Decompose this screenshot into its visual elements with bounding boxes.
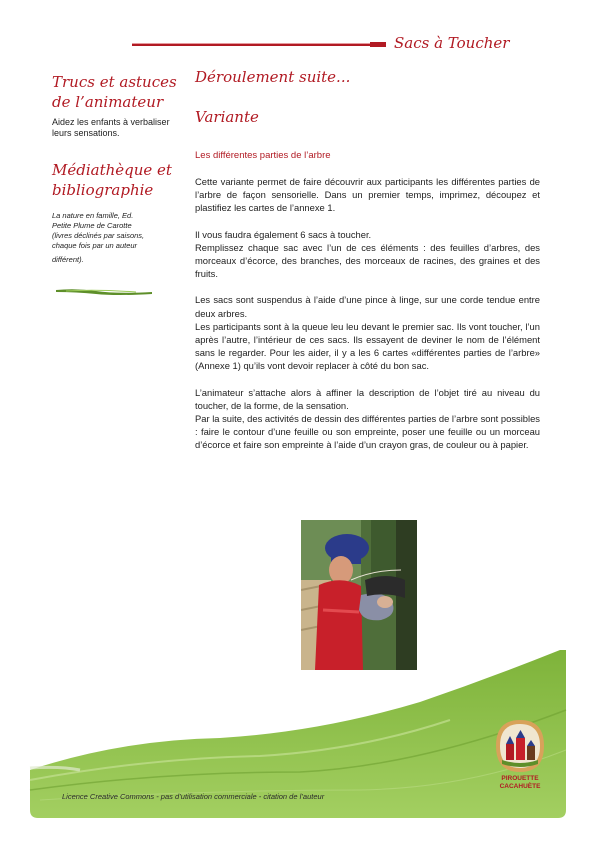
header-rule bbox=[132, 44, 384, 46]
paragraph: Par la suite, des activités de dessin des différentes parties de l’arbre sont possibles : faire le contour d’une feuille ou son empreinte, poser une feuille ou un morceau d’écorce et faire son empreinte à l’aide d’un crayon gras, de couleur ou à papier. bbox=[195, 413, 540, 451]
paragraph: Cette variante permet de faire découvrir aux participants les différentes parties de l’arbre de façon sensorielle. Dans un premier temps, imprimez, découpez et plastifiez les cartes de l’annexe 1. bbox=[195, 176, 540, 214]
biblio-line1: La nature en famille, Ed. bbox=[52, 211, 134, 220]
biblio-line5: différent). bbox=[52, 255, 84, 264]
section-subheading: Les différentes parties de l’arbre bbox=[195, 150, 331, 161]
tips-text-line1: Aidez les enfants à verbaliser bbox=[52, 117, 170, 127]
biblio-line2: Petite Plume de Carotte bbox=[52, 221, 132, 230]
media-heading bbox=[52, 160, 172, 200]
sidebar-grass-swoosh bbox=[56, 286, 152, 296]
paragraph: L’animateur s’attache alors à affiner la description de l’objet tiré au niveau du toucher, de la forme, de la sensation. bbox=[195, 386, 540, 411]
logo-text-line2: CACAHUÈTE bbox=[499, 783, 541, 790]
logo-text bbox=[488, 775, 552, 791]
tips-text-line2: leurs sensations. bbox=[52, 128, 120, 138]
biblio-line4: chaque fois par un auteur bbox=[52, 241, 138, 250]
tips-heading-line1: Trucs et astuces bbox=[52, 73, 177, 91]
tips-heading bbox=[52, 72, 177, 112]
tips-heading-line2: de l’animateur bbox=[52, 93, 164, 111]
paragraph: Remplissez chaque sac avec l’un de ces éléments : des feuilles d’arbres, des morceaux d’écorce, des branches, des morceaux de racines, des graines et des fruits. bbox=[195, 241, 540, 280]
tips-text bbox=[52, 117, 182, 139]
main-body bbox=[195, 175, 540, 452]
main-heading: Déroulement suite... bbox=[195, 68, 351, 86]
bibliography-entry bbox=[52, 211, 172, 265]
paragraph: Les sacs sont suspendus à l’aide d’une pince à linge, sur une corde tendue entre deux arbres. bbox=[195, 294, 540, 319]
biblio-line3: (livres déclinés par saisons, bbox=[52, 231, 145, 240]
logo-text-line1: PIROUETTE bbox=[501, 775, 539, 782]
page-header-title: Sacs à Toucher bbox=[394, 34, 510, 52]
variant-heading: Variante bbox=[195, 108, 259, 126]
paragraph: Il vous faudra également 6 sacs à toucher. bbox=[195, 228, 372, 240]
license-notice: Licence Creative Commons - pas d’utilisation commerciale - citation de l’auteur bbox=[62, 792, 325, 801]
media-heading-line1: Médiathèque et bbox=[52, 161, 172, 179]
paragraph: Les participants sont à la queue leu leu devant le premier sac. Ils vont toucher, l’un après l’autre, l’intérieur de ces sacs. Ils essayent de deviner le nom de l’élément sans le regarder. Pour les aider, il y a les 6 cartes «différentes parties de l’arbre» (Annexe 1) qu’ils vont devoir replacer à côté du bon sac. bbox=[195, 320, 540, 372]
header-rule-end bbox=[370, 42, 386, 47]
media-heading-line2: bibliographie bbox=[52, 181, 154, 199]
